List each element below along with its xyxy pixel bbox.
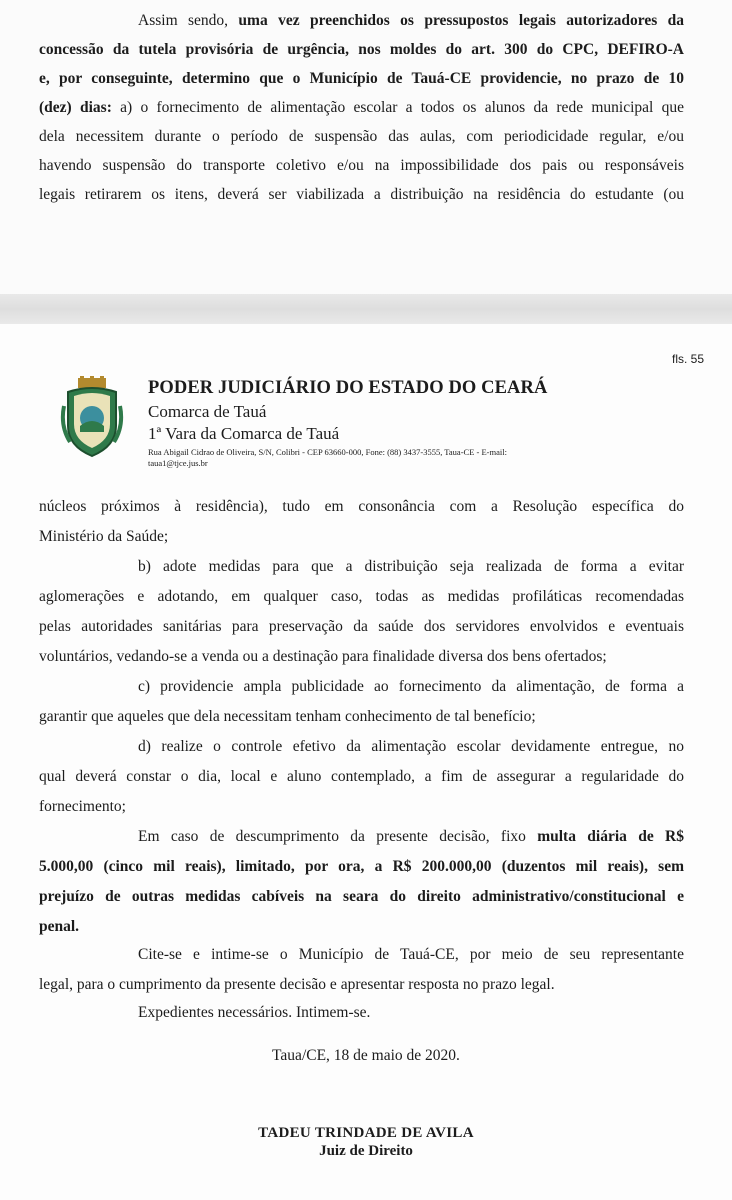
- paragraph-line: [39, 857, 684, 877]
- paragraph-line: [39, 975, 684, 995]
- text-run: aglomerações e adotando, em qualquer caso, todas as medidas profiláticas recomendadas: [39, 588, 684, 605]
- court-title: PODER JUDICIÁRIO DO ESTADO DO CEARÁ: [148, 378, 548, 398]
- text-run: Em caso de descumprimento da presente decisão, fixo: [138, 828, 538, 845]
- text-run: voluntários, vedando-se a venda ou a destinação para finalidade diversa dos bens ofertados;: [39, 648, 607, 665]
- text-run: dela necessitem durante o período de suspensão das aulas, com periodicidade regular, e/ou: [39, 128, 684, 145]
- paragraph-line: [39, 945, 684, 965]
- paragraph-line: [39, 1003, 684, 1023]
- bold-text: (dez) dias:: [39, 99, 112, 116]
- text-run: Expedientes necessários. Intimem-se.: [138, 1004, 371, 1021]
- court-address: [148, 447, 648, 469]
- text-run: fornecimento;: [39, 798, 126, 815]
- paragraph-line: [39, 11, 684, 31]
- bold-text: uma vez preenchidos os pressupostos legais autorizadores da: [238, 12, 684, 29]
- text-run: legal, para o cumprimento da presente decisão e apresentar resposta no prazo legal.: [39, 976, 555, 993]
- judge-name: TADEU TRINDADE DE AVILA: [258, 1125, 474, 1141]
- text-run: qual deverá constar o dia, local e aluno contemplado, a fim de assegurar a regularidade do: [39, 768, 684, 785]
- bold-text: e, por conseguinte, determino que o Município de Tauá-CE providencie, no prazo de 10: [39, 70, 684, 87]
- text-run: d) realize o controle efetivo da alimentação escolar devidamente entregue, no: [138, 738, 684, 755]
- paragraph-line: [39, 69, 684, 89]
- paragraph-line: [39, 617, 684, 637]
- email-line: taua1@tjce.jus.br: [148, 458, 208, 468]
- text-run: Assim sendo,: [138, 12, 239, 29]
- text-run: havendo suspensão do transporte coletivo e/ou na impossibilidade dos pais ou responsáveis: [39, 157, 684, 174]
- paragraph-line: [39, 587, 684, 607]
- text-run: núcleos próximos à residência), tudo em consonância com a Resolução específica do: [39, 498, 684, 515]
- court-district: Comarca de Tauá: [148, 402, 267, 421]
- judge-title: Juiz de Direito: [319, 1143, 413, 1159]
- paragraph-line: [39, 185, 684, 205]
- decision-date: Taua/CE, 18 de maio de 2020.: [272, 1047, 460, 1064]
- bold-text: penal.: [39, 918, 80, 935]
- page-separator: [0, 294, 732, 324]
- paragraph-line: [39, 647, 684, 667]
- folio-number: fls. 55: [671, 352, 704, 366]
- address-line: Rua Abigail Cidrao de Oliveira, S/N, Colibri - CEP 63660-000, Fone: (88) 3437-3555, Taua-CE - E-mail:: [148, 447, 507, 457]
- text-run: a) o fornecimento de alimentação escolar a todos os alunos da rede municipal que: [111, 99, 684, 116]
- paragraph-line: [39, 827, 684, 847]
- bold-text: concessão da tutela provisória de urgência, nos moldes do art. 300 do CPC, DEFIRO-A: [39, 41, 684, 58]
- text-run: Cite-se e intime-se o Município de Tauá-CE, por meio de seu representante: [138, 946, 684, 963]
- paragraph-line: [39, 156, 684, 176]
- paragraph-line: [39, 767, 684, 787]
- paragraph-line: [39, 797, 684, 817]
- paragraph-line: [39, 40, 684, 60]
- text-run: b) adote medidas para que a distribuição seja realizada de forma a evitar: [138, 558, 684, 575]
- paragraph-line: [39, 98, 684, 118]
- paragraph-line: [39, 677, 684, 697]
- paragraph-line: [39, 557, 684, 577]
- paragraph-line: [39, 497, 684, 517]
- paragraph-line: [39, 127, 684, 147]
- text-run: garantir que aqueles que dela necessitam tenham conhecimento de tal benefício;: [39, 708, 536, 725]
- paragraph-line: [39, 917, 684, 937]
- court-division: 1ª Vara da Comarca de Tauá: [148, 424, 340, 443]
- paragraph-line: [39, 887, 684, 907]
- coat-of-arms-icon: [60, 376, 124, 458]
- bold-text: multa diária de R$: [537, 828, 685, 845]
- text-run: c) providencie ampla publicidade ao fornecimento da alimentação, de forma a: [138, 678, 684, 695]
- text-run: pelas autoridades sanitárias para preservação da saúde dos servidores envolvidos e eventuais: [39, 618, 684, 635]
- paragraph-line: [39, 527, 684, 547]
- paragraph-line: [39, 707, 684, 727]
- bold-text: 5.000,00 (cinco mil reais), limitado, por ora, a R$ 200.000,00 (duzentos mil reais), sem: [39, 858, 684, 875]
- text-run: legais retirarem os itens, deverá ser viabilizada a distribuição na residência do estudante (ou: [39, 186, 684, 203]
- bold-text: prejuízo de outras medidas cabíveis na seara do direito administrativo/constitucional e: [39, 888, 684, 905]
- paragraph-line: [39, 737, 684, 757]
- text-run: Ministério da Saúde;: [39, 528, 169, 545]
